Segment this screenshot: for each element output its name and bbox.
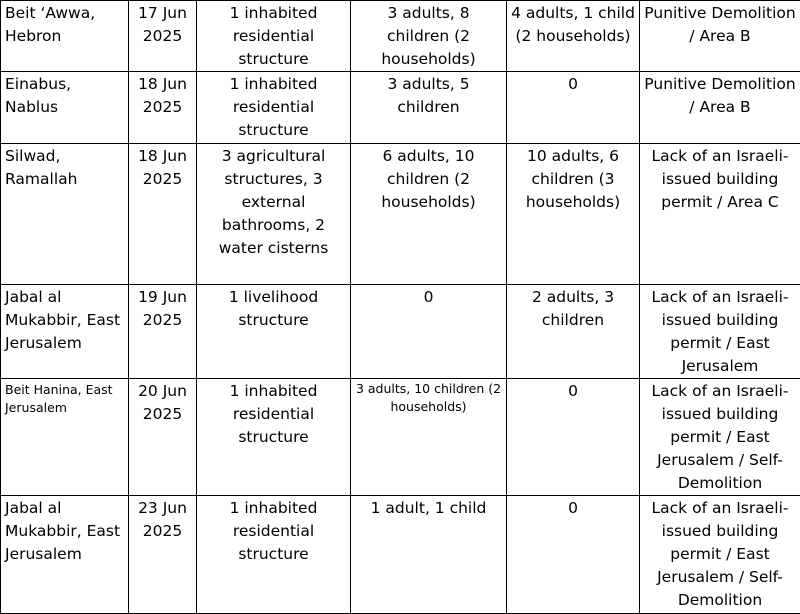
table-row (1, 496, 800, 614)
location-cell: Jabal al Mukabbir, East Jerusalem (1, 285, 129, 379)
date-cell: 18 Jun 2025 (129, 144, 197, 285)
table-row (1, 1, 800, 72)
structures-cell: 1 livelihood structure (197, 285, 351, 379)
date-cell: 23 Jun 2025 (129, 496, 197, 614)
table-row (1, 72, 800, 144)
structures-cell: 1 inhabited residential structure (197, 72, 351, 144)
location-cell: Beit ‘Awwa, Hebron (1, 1, 129, 72)
date-cell: 20 Jun 2025 (129, 379, 197, 496)
affected-cell: 0 (507, 496, 640, 614)
affected-cell: 0 (507, 72, 640, 144)
location-cell: Einabus, Nablus (1, 72, 129, 144)
reason-cell: Lack of an Israeli-issued building permit / East Jerusalem / Self-Demolition (640, 379, 800, 496)
displaced-cell: 1 adult, 1 child (351, 496, 507, 614)
structures-cell: 1 inhabited residential structure (197, 496, 351, 614)
reason-cell: Lack of an Israeli-issued building permit / East Jerusalem / Self-Demolition (640, 496, 800, 614)
location-cell: Silwad, Ramallah (1, 144, 129, 285)
reason-cell: Punitive Demolition / Area B (640, 1, 800, 72)
displaced-cell: 3 adults, 10 children (2 households) (351, 379, 507, 496)
affected-cell: 10 adults, 6 children (3 households) (507, 144, 640, 285)
affected-cell: 0 (507, 379, 640, 496)
affected-cell: 4 adults, 1 child (2 households) (507, 1, 640, 72)
affected-cell: 2 adults, 3 children (507, 285, 640, 379)
reason-cell: Lack of an Israeli-issued building permit / Area C (640, 144, 800, 285)
location-cell: Jabal al Mukabbir, East Jerusalem (1, 496, 129, 614)
displaced-cell: 3 adults, 5 children (351, 72, 507, 144)
table-row (1, 285, 800, 379)
location-cell: Beit Hanina, East Jerusalem (1, 379, 129, 496)
displaced-cell: 0 (351, 285, 507, 379)
structures-cell: 3 agricultural structures, 3 external bathrooms, 2 water cisterns (197, 144, 351, 285)
date-cell: 19 Jun 2025 (129, 285, 197, 379)
date-cell: 18 Jun 2025 (129, 72, 197, 144)
table-row (1, 144, 800, 285)
displaced-cell: 3 adults, 8 children (2 households) (351, 1, 507, 72)
reason-cell: Punitive Demolition / Area B (640, 72, 800, 144)
structures-cell: 1 inhabited residential structure (197, 1, 351, 72)
table-row (1, 379, 800, 496)
reason-cell: Lack of an Israeli-issued building permit / East Jerusalem (640, 285, 800, 379)
displaced-cell: 6 adults, 10 children (2 households) (351, 144, 507, 285)
date-cell: 17 Jun 2025 (129, 1, 197, 72)
structures-cell: 1 inhabited residential structure (197, 379, 351, 496)
